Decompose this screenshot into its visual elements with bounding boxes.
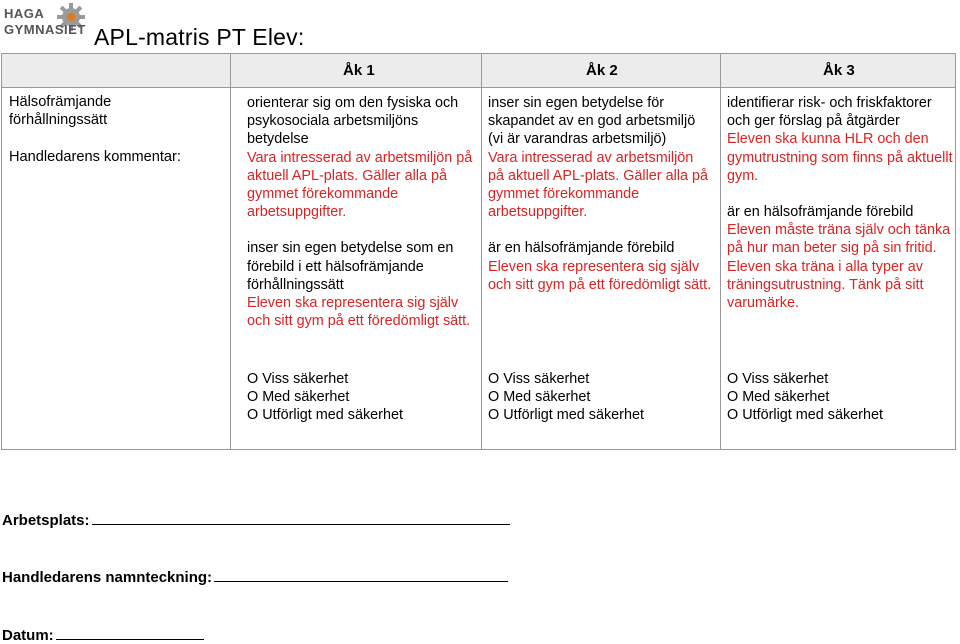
- ak1-comment-2: Eleven ska representera sig själv och sitt gym på ett föredömligt sätt.: [247, 295, 471, 330]
- ak2-criteria: [488, 94, 713, 294]
- column-divider: [481, 54, 482, 449]
- comment-label: Handledarens kommentar:: [9, 149, 181, 165]
- workplace-line[interactable]: [92, 510, 510, 525]
- ak3-comment-1: Eleven ska kunna HLR och den gymutrustning som finns på aktuellt gym.: [727, 131, 953, 184]
- ak1-options: [247, 370, 477, 425]
- table-header-row: [2, 54, 955, 88]
- ak2-option-utforligt[interactable]: O Utförligt med säkerhet: [488, 407, 644, 424]
- ak1-text-1: orienterar sig om den fysiska och psykosociala arbetsmiljöns betydelse: [247, 95, 459, 148]
- column-divider: [720, 54, 721, 449]
- header-ak2: Åk 2: [586, 62, 618, 79]
- workplace-field[interactable]: [2, 510, 510, 529]
- ak3-text-1: identifierar risk- och friskfaktorer och ger förslag på åtgärder: [727, 95, 932, 130]
- ak2-text-2: är en hälsofrämjande förebild: [488, 240, 675, 257]
- ak2-option-viss[interactable]: O Viss säkerhet: [488, 371, 590, 387]
- date-field[interactable]: [2, 625, 204, 644]
- page-title: APL-matris PT Elev:: [94, 24, 305, 50]
- ak1-criteria: [247, 94, 477, 330]
- ak3-option-med[interactable]: O Med säkerhet: [727, 389, 830, 406]
- date-label: Datum:: [2, 627, 54, 644]
- ak3-criteria: [727, 94, 953, 312]
- ak3-option-utforligt[interactable]: O Utförligt med säkerhet: [727, 407, 883, 424]
- haga-gymnasiet-logo: [4, 2, 88, 46]
- column-divider: [230, 54, 231, 449]
- supervisor-signature-line[interactable]: [214, 567, 508, 582]
- ak1-text-2: inser sin egen betydelse som en förebild i ett hälsofrämjande förhållningssätt: [247, 240, 454, 293]
- ak1-option-utforligt[interactable]: O Utförligt med säkerhet: [247, 407, 403, 424]
- ak2-comment-2: Eleven ska representera sig själv och sitt gym på ett föredömligt sätt.: [488, 258, 712, 293]
- logo-text-haga: HAGA: [4, 6, 45, 21]
- header-ak3: Åk 3: [823, 62, 855, 79]
- ak3-text-2: är en hälsofrämjande förebild: [727, 204, 914, 221]
- ak3-option-viss[interactable]: O Viss säkerhet: [727, 371, 829, 387]
- supervisor-signature-label: Handledarens namnteckning:: [2, 569, 213, 586]
- ak1-comment-1: Vara intresserad av arbetsmiljön på aktuell APL-plats. Gäller alla på gymmet förekommande arbetsuppgifter.: [247, 149, 473, 221]
- apl-matrix-table: [1, 53, 956, 450]
- ak3-options: [727, 370, 953, 425]
- ak2-options: [488, 370, 713, 425]
- row-label: Hälsofrämjande förhållningssätt: [9, 94, 112, 128]
- ak1-option-med[interactable]: O Med säkerhet: [247, 389, 350, 406]
- ak2-text-1: inser sin egen betydelse för skapandet av en god arbetsmiljö (vi är varandras arbetsmiljö): [488, 95, 696, 148]
- ak3-comment-2: Eleven måste träna själv och tänka på hur man beter sig på sin fritid. Eleven ska träna i alla typer av träningsutrustning. Tänk på sitt varumärke.: [727, 222, 951, 312]
- header-ak1: Åk 1: [343, 62, 375, 79]
- ak1-option-viss[interactable]: O Viss säkerhet: [247, 371, 349, 387]
- supervisor-signature-field[interactable]: [2, 567, 508, 586]
- ak2-comment-1: Vara intresserad av arbetsmiljön på aktuell APL-plats. Gäller alla på gymmet förekommande arbetsuppgifter.: [488, 149, 708, 221]
- ak2-option-med[interactable]: O Med säkerhet: [488, 389, 591, 406]
- workplace-label: Arbetsplats:: [2, 512, 90, 529]
- logo-text-gymnasiet: GYMNASIET: [4, 22, 86, 37]
- date-line[interactable]: [56, 625, 204, 640]
